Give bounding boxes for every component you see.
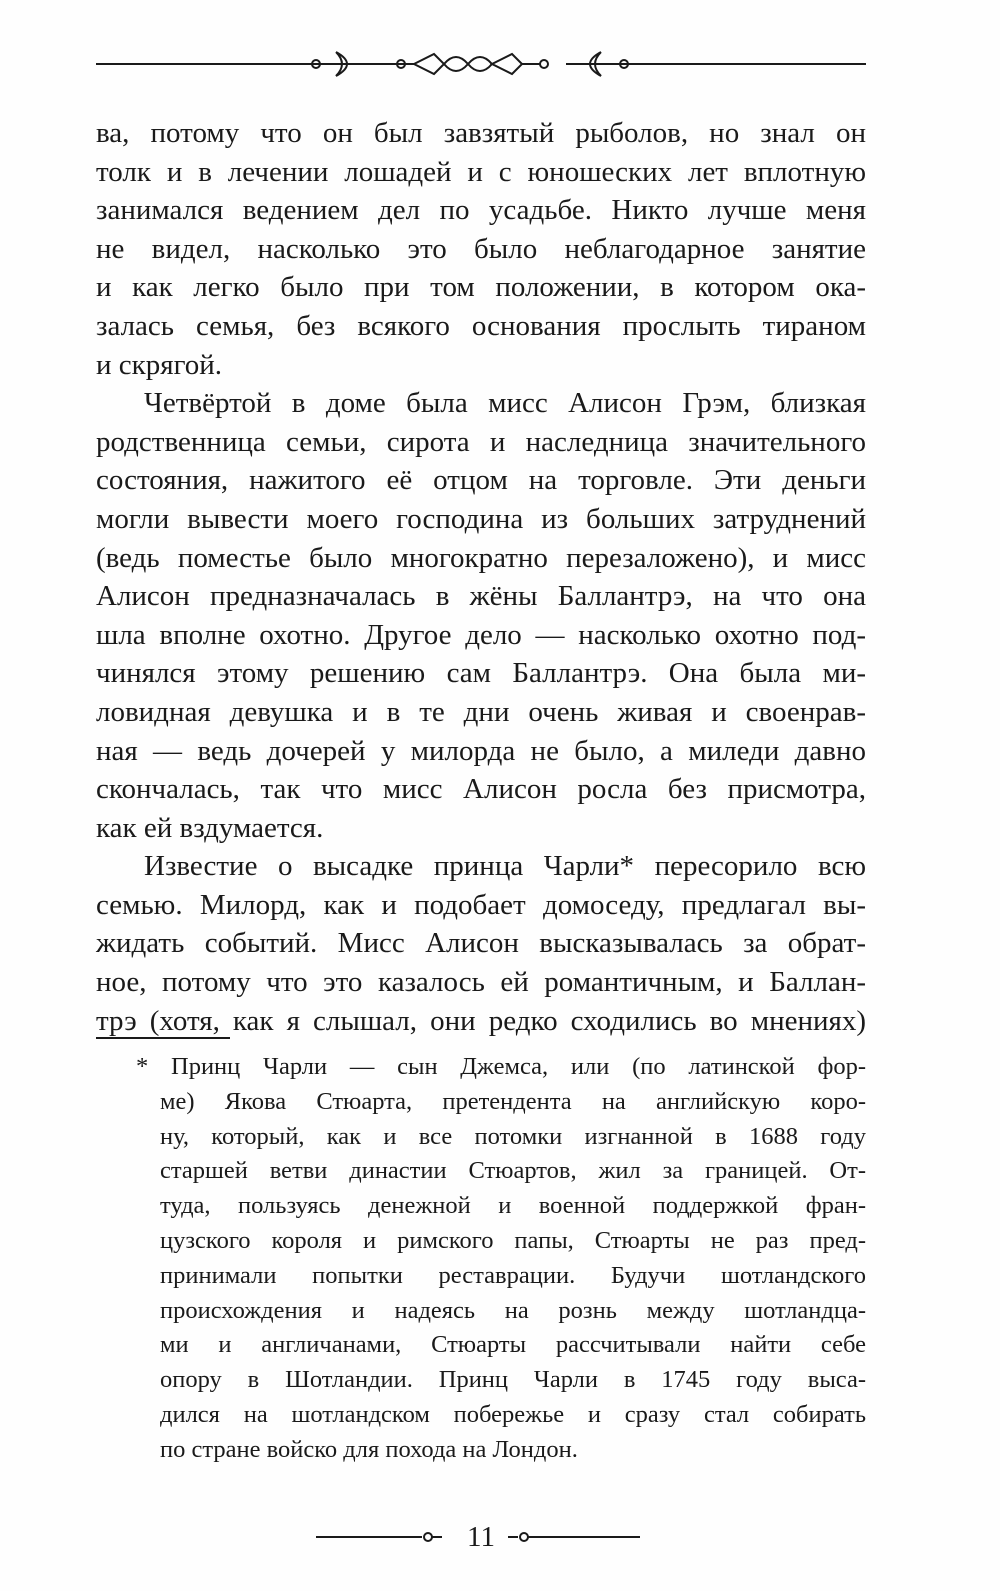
text-line: Алисон предназначалась в жёны Баллантрэ, на что она [96, 580, 866, 613]
text-line: не видел, насколько это было неблагодарное занятие [96, 232, 866, 265]
text-line: Четвёртой в доме была мисс Алисон Грэм, близкая [144, 387, 866, 420]
text-line: и как легко было при том положении, в котором ока- [96, 271, 866, 304]
text-line: ва, потому что он был завзятый рыболов, но знал он [96, 117, 866, 149]
text-line: (ведь поместье было многократно перезаложено), и мисс [96, 541, 866, 574]
footnote [136, 1050, 866, 1468]
footnote-line: ме) Якова Стюарта, претендента на английскую коро- [160, 1087, 866, 1115]
page-footer [96, 1521, 866, 1553]
footnote-line: цузского короля и римского папы, Стюарты не раз пред- [160, 1226, 866, 1254]
text-line: трэ (хотя, как я слышал, они редко сходились во мнениях) [96, 1004, 866, 1037]
text-line: жидать событий. Мисс Алисон высказывалась за обрат- [96, 927, 866, 960]
text-line: залась семья, без всякого основания прослыть тираном [96, 309, 866, 342]
footnote-line: ну, который, как и все потомки изгнанной в 1688 году [160, 1122, 866, 1150]
text-line: и скрягой. [96, 348, 223, 381]
body-text [96, 114, 866, 1040]
footnote-line: туда, пользуясь денежной и военной поддержкой фран- [160, 1192, 866, 1220]
text-line: занимался ведением дел по усадьбе. Никто лучше меня [96, 194, 866, 227]
text-line: могли вывести моего господина из больших затруднений [96, 502, 866, 535]
footnote-line: дился на шотландском побережье и сразу стал собирать [160, 1400, 866, 1428]
footnote-line: опору в Шотландии. Принц Чарли в 1745 году выса- [160, 1366, 866, 1394]
footnote-rule [96, 1037, 230, 1039]
text-line: состояния, нажитого её отцом на торговле. Эти деньги [96, 464, 866, 497]
top-ornament [96, 44, 866, 84]
footnote-line: ми и англичанами, Стюарты рассчитывали найти себе [160, 1331, 866, 1359]
text-line: толк и в лечении лошадей и с юношеских лет вплотную [96, 155, 866, 188]
text-line: ное, потому что это казалось ей романтичным, и Баллан- [96, 966, 866, 999]
text-line: шла вполне охотно. Другое дело — насколько охотно под- [96, 618, 866, 651]
text-line: родственница семьи, сирота и наследница значительного [96, 425, 866, 458]
text-line: скончалась, так что мисс Алисон росла без присмотра, [96, 773, 866, 806]
text-line: Известие о высадке принца Чарли* пересорило всю [144, 850, 866, 883]
text-line: семью. Милорд, как и подобает домоседу, предлагал вы- [96, 888, 866, 921]
text-line: чинялся этому решению сам Баллантрэ. Она была ми- [96, 657, 866, 690]
footnote-line: * Принц Чарли — сын Джемса, или (по латинской фор- [136, 1053, 866, 1080]
text-line: ловидная девушка и в те дни очень живая и своенрав- [96, 695, 866, 728]
text-line: ная — ведь дочерей у милорда не было, а миледи давно [96, 734, 866, 767]
footnote-line: по стране войско для похода на Лондон. [160, 1435, 578, 1463]
text-line: как ей вздумается. [96, 811, 324, 844]
page-number: 11 [467, 1521, 495, 1553]
footnote-line: старшей ветви династии Стюартов, жил за границей. От- [160, 1157, 866, 1185]
footnote-line: происхождения и надеясь на рознь между шотландца- [160, 1296, 866, 1324]
footnote-line: принимали попытки реставрации. Будучи шотландского [160, 1261, 866, 1289]
